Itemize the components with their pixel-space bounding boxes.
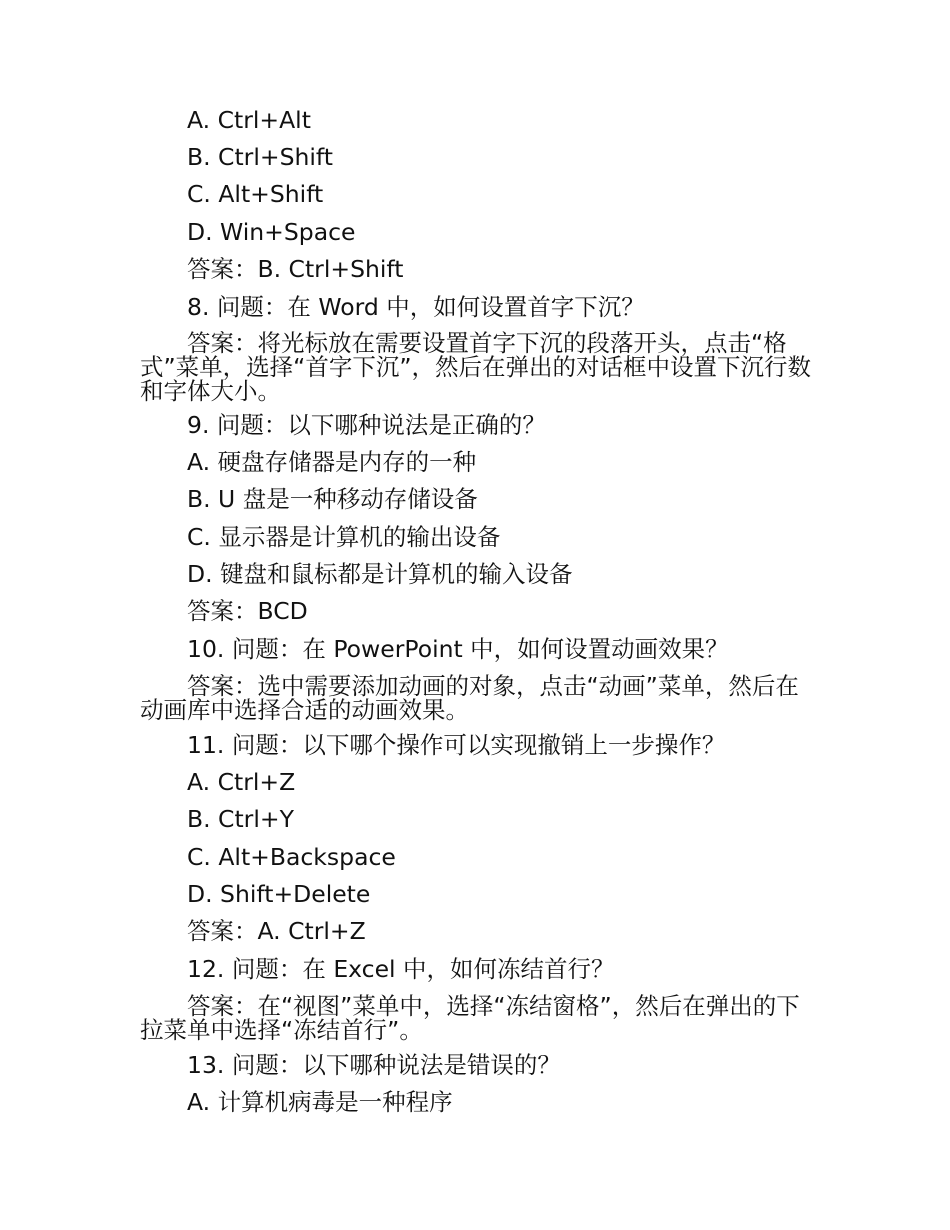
- answer-q10: 答案：选中需要添加动画的对象，点击“动画”菜单，然后在动画库中选择合适的动画效果。: [140, 672, 799, 724]
- question-12: 12. 问题：在 Excel 中，如何冻结首行？: [187, 955, 615, 983]
- answer-q8: 答案：将光标放在需要设置首字下沉的段落开头，点击“格式”菜单，选择“首字下沉”，然后在弹出的对话框中设置下沉行数和字体大小。: [140, 329, 812, 405]
- question-13: 13. 问题：以下哪种说法是错误的？: [187, 1051, 561, 1079]
- question-8: 8. 问题：在 Word 中，如何设置首字下沉？: [187, 293, 645, 321]
- option-c-q9: C. 显示器是计算机的输出设备: [187, 523, 501, 551]
- option-d-q11: D. Shift+Delete: [187, 880, 371, 908]
- question-11: 11. 问题：以下哪个操作可以实现撤销上一步操作？: [187, 731, 726, 759]
- option-c-q7: C. Alt+Shift: [187, 180, 324, 208]
- option-a-q7: A. Ctrl+Alt: [187, 106, 311, 134]
- answer-q12: 答案：在“视图”菜单中，选择“冻结窗格”，然后在弹出的下拉菜单中选择“冻结首行”。: [140, 992, 800, 1044]
- option-d-q7: D. Win+Space: [187, 218, 356, 246]
- option-a-q9: A. 硬盘存储器是内存的一种: [187, 448, 477, 476]
- question-9: 9. 问题：以下哪种说法是正确的？: [187, 411, 546, 439]
- option-c-q11: C. Alt+Backspace: [187, 843, 396, 871]
- option-b-q7: B. Ctrl+Shift: [187, 143, 333, 171]
- option-a-q13: A. 计算机病毒是一种程序: [187, 1088, 453, 1116]
- answer-q9: 答案：BCD: [187, 597, 308, 625]
- option-b-q11: B. Ctrl+Y: [187, 805, 294, 833]
- question-10: 10. 问题：在 PowerPoint 中，如何设置动画效果？: [187, 635, 729, 663]
- option-b-q9: B. U 盘是一种移动存储设备: [187, 485, 478, 513]
- option-a-q11: A. Ctrl+Z: [187, 768, 296, 796]
- option-d-q9: D. 键盘和鼠标都是计算机的输入设备: [187, 560, 573, 588]
- answer-q7: 答案：B. Ctrl+Shift: [187, 255, 404, 283]
- answer-q11: 答案：A. Ctrl+Z: [187, 917, 366, 945]
